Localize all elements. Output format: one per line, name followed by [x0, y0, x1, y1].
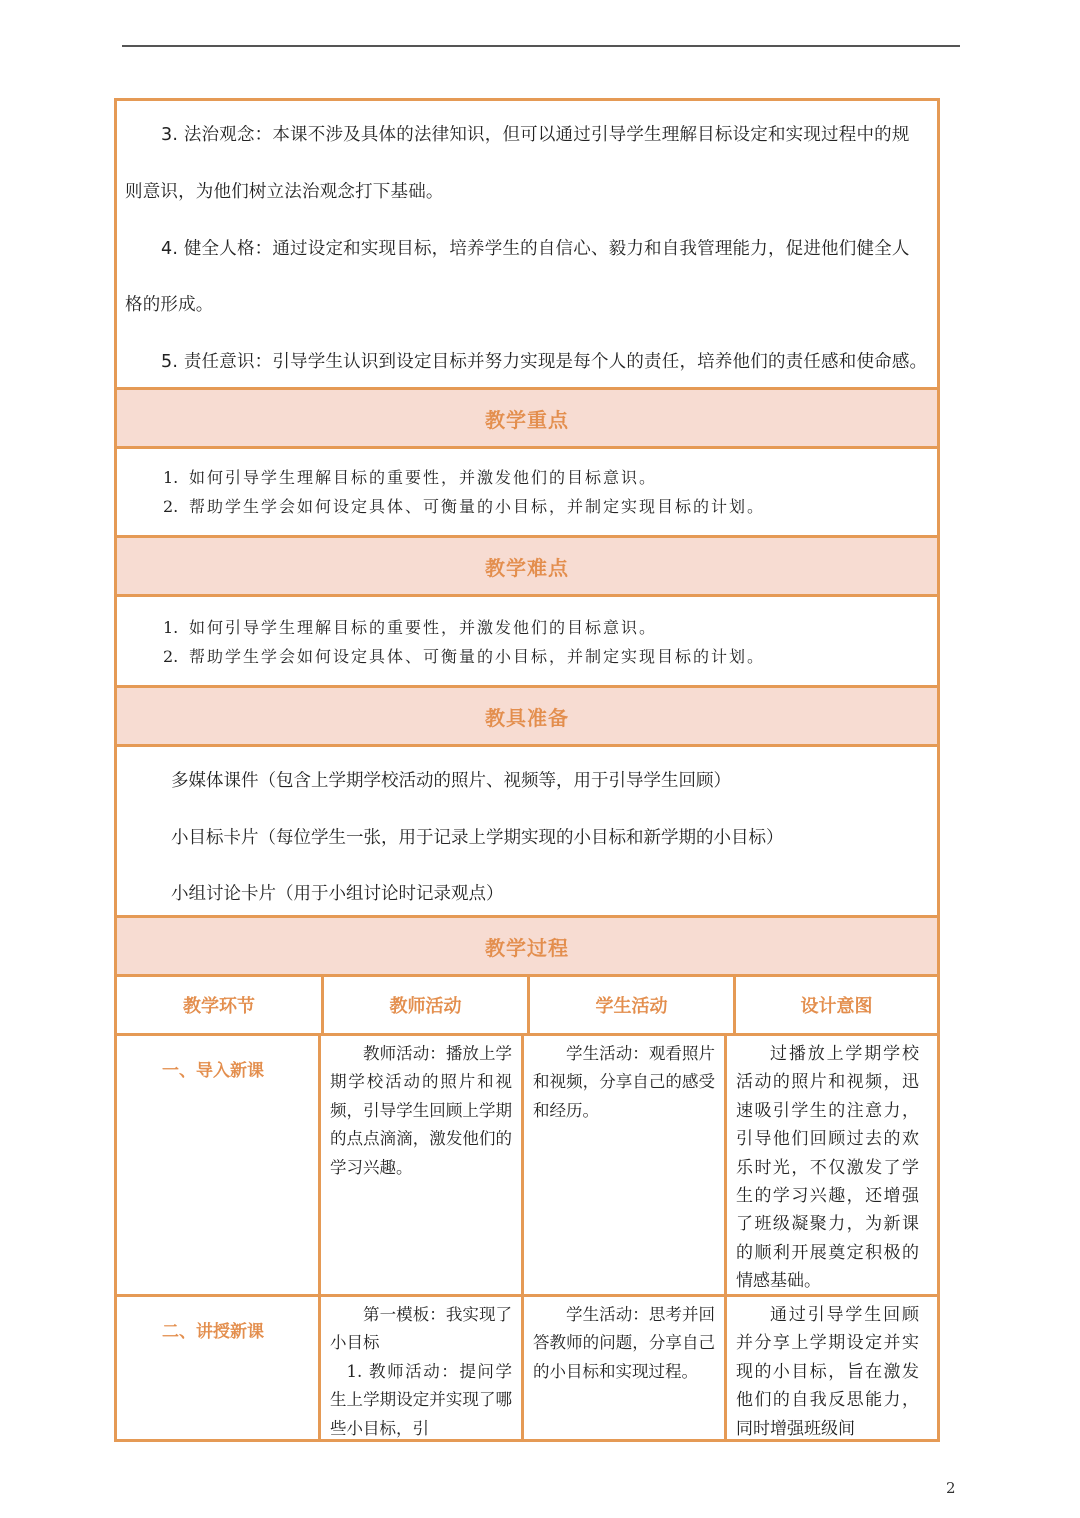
literacy-item-3-line-1: 3. 法治观念：本课不涉及具体的法律知识，但可以通过引导学生理解目标设定和实现过程中的规 — [161, 125, 910, 145]
table-row — [117, 1297, 937, 1439]
key-point-item: 1. 如何引导学生理解目标的重要性，并激发他们的目标意识。 — [163, 468, 658, 487]
lesson-plan-table — [114, 98, 940, 1442]
materials-heading: 教具准备 — [117, 688, 937, 747]
header-rule — [122, 45, 960, 47]
literacy-item-4-line-2: 格的形成。 — [125, 295, 214, 315]
literacy-item-5: 5. 责任意识：引导学生认识到设定目标并努力实现是每个人的责任，培养他们的责任感和使命感。 — [161, 352, 928, 372]
column-header-stage: 教学环节 — [117, 977, 324, 1033]
student-activity-cell: 学生活动：观看照片和视频，分享自己的感受和经历。 — [524, 1036, 727, 1294]
teacher-paragraph: 1. 教师活动：提问学生上学期设定并实现了哪些小目标，引 — [330, 1361, 512, 1438]
column-header-teacher: 教师活动 — [324, 977, 530, 1033]
design-intent-cell: 通过引导学生回顾并分享上学期设定并实现的小目标，旨在激发他们的自我反思能力，同时增强班级间 — [736, 1305, 919, 1439]
stage-cell: 一、导入新课 — [117, 1036, 321, 1294]
difficulty-item: 2. 帮助学生学会如何设定具体、可衡量的小目标，并制定实现目标的计划。 — [163, 647, 766, 666]
table-row — [117, 1036, 937, 1297]
teacher-activity-cell: 教师活动：播放上学期学校活动的照片和视频，引导学生回顾上学期的点点滴滴，激发他们的学习兴趣。 — [321, 1036, 524, 1294]
design-intent-cell: 过播放上学期学校活动的照片和视频，迅速吸引学生的注意力，引导他们回顾过去的欢乐时光，不仅激发了学生的学习兴趣，还增强了班级凝聚力，为新课的顺利开展奠定积极的情感基础。 — [736, 1044, 919, 1292]
core-literacy-section — [117, 101, 937, 390]
literacy-item-4-line-1: 4. 健全人格：通过设定和实现目标，培养学生的自信心、毅力和自我管理能力，促进他们健全人 — [161, 239, 910, 259]
difficulties-list — [117, 597, 937, 688]
process-table-header — [117, 977, 937, 1036]
teacher-activity-cell — [321, 1297, 524, 1439]
page-number: 2 — [946, 1479, 956, 1497]
material-item: 多媒体课件（包含上学期学校活动的照片、视频等，用于引导学生回顾） — [171, 771, 731, 791]
key-points-heading: 教学重点 — [117, 390, 937, 449]
column-header-student: 学生活动 — [530, 977, 736, 1033]
difficulties-heading: 教学难点 — [117, 538, 937, 597]
literacy-item-3-line-2: 则意识，为他们树立法治观念打下基础。 — [125, 182, 444, 202]
key-points-list — [117, 449, 937, 538]
column-header-design: 设计意图 — [800, 996, 873, 1017]
materials-list — [117, 747, 937, 918]
difficulty-item: 1. 如何引导学生理解目标的重要性，并激发他们的目标意识。 — [163, 618, 658, 637]
student-activity-cell: 学生活动：思考并回答教师的问题，分享自己的小目标和实现过程。 — [524, 1297, 727, 1439]
stage-cell: 二、讲授新课 — [117, 1297, 321, 1439]
material-item: 小目标卡片（每位学生一张，用于记录上学期实现的小目标和新学期的小目标） — [171, 828, 784, 848]
key-point-item: 2. 帮助学生学会如何设定具体、可衡量的小目标，并制定实现目标的计划。 — [163, 497, 766, 516]
material-item: 小组讨论卡片（用于小组讨论时记录观点） — [171, 884, 504, 904]
teacher-paragraph: 第一模板：我实现了小目标 — [330, 1305, 512, 1353]
process-heading: 教学过程 — [117, 918, 937, 977]
